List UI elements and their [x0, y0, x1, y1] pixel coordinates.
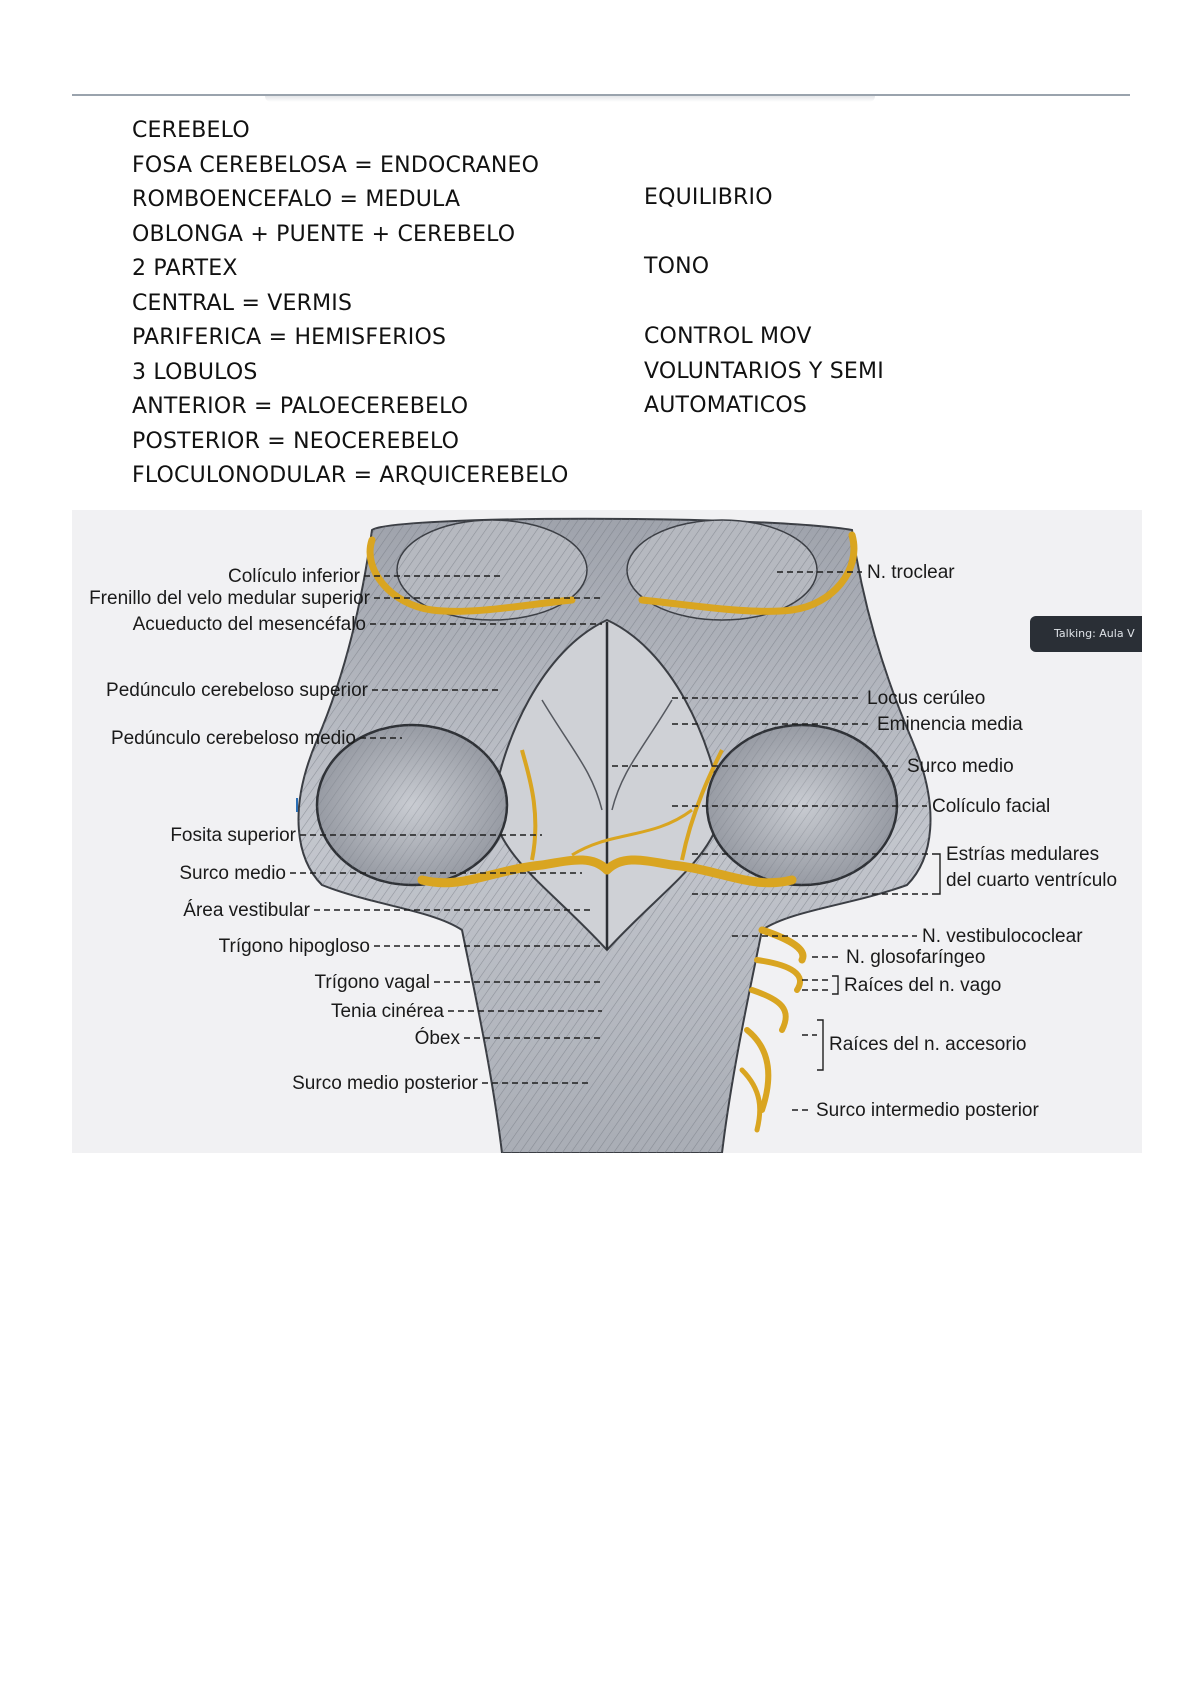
label-surco-medio-right: Surco medio: [907, 756, 1014, 777]
anatomy-figure: [72, 510, 1142, 1153]
note-line: 2 PARTEX: [132, 256, 238, 281]
note-line: 3 LOBULOS: [132, 359, 258, 385]
note-control-line: CONTROL MOV: [644, 324, 812, 349]
label-acueducto: Acueducto del mesencéfalo: [132, 614, 366, 635]
label-estrias-medulares: Estrías medulares: [946, 844, 1100, 865]
label-pedunculo-medio: Pedúnculo cerebeloso medio: [110, 728, 356, 749]
label-obex: Óbex: [414, 1028, 460, 1049]
note-line: ROMBOENCEFALO = MEDULA: [132, 187, 461, 212]
note-tono: TONO: [644, 254, 710, 279]
note-line: ANTERIOR = PALOECEREBELO: [132, 394, 469, 419]
label-pedunculo-superior: Pedúnculo cerebeloso superior: [106, 680, 368, 701]
label-frenillo: Frenillo del velo medular superior: [89, 588, 370, 609]
note-line: CENTRAL = VERMIS: [132, 290, 353, 316]
label-raices-vago: Raíces del n. vago: [844, 975, 1002, 996]
label-tenia-cinerea: Tenia cinérea: [330, 1001, 444, 1022]
label-n-troclear: N. troclear: [867, 562, 955, 583]
label-trigono-hipogloso: Trígono hipogloso: [218, 936, 370, 957]
label-eminencia-media: Eminencia media: [877, 714, 1023, 735]
label-trigono-vagal: Trígono vagal: [314, 972, 430, 993]
talking-indicator[interactable]: Talking: Aula V: [1030, 616, 1142, 652]
label-surco-medio-posterior: Surco medio posterior: [292, 1073, 478, 1094]
text-cursor: [296, 798, 298, 812]
label-coliculo-inferior: Colículo inferior: [228, 566, 360, 587]
label-n-vestibulococlear: N. vestibulococlear: [922, 926, 1083, 947]
notes-right-equilibrio: [644, 181, 773, 216]
note-line: FOSA CEREBELOSA = ENDOCRANEO: [132, 152, 540, 178]
note-control-line: VOLUNTARIOS Y SEMI: [644, 358, 884, 384]
notes-left-column: [132, 114, 569, 494]
note-line: POSTERIOR = NEOCEREBELO: [132, 428, 460, 454]
label-surco-medio-left: Surco medio: [179, 863, 286, 884]
note-control-line: AUTOMATICOS: [644, 393, 807, 418]
label-fosita-superior: Fosita superior: [170, 825, 296, 846]
label-n-glosofaringeo: N. glosofaríngeo: [846, 947, 986, 968]
label-coliculo-facial: Colículo facial: [932, 796, 1051, 817]
note-equilibrio: EQUILIBRIO: [644, 185, 773, 210]
label-area-vestibular: Área vestibular: [183, 900, 310, 921]
note-line: CEREBELO: [132, 118, 250, 143]
note-line: FLOCULONODULAR = ARQUICEREBELO: [132, 463, 569, 488]
brainstem-illustration: [72, 510, 1142, 1153]
note-line: OBLONGA + PUENTE + CEREBELO: [132, 221, 516, 247]
label-raices-accesorio: Raíces del n. accesorio: [829, 1034, 1027, 1055]
label-cuarto-ventriculo: del cuarto ventrículo: [946, 870, 1118, 891]
notes-right-control: [644, 320, 884, 424]
label-locus-ceruleo: Locus cerúleo: [867, 688, 986, 709]
notes-right-tono: [644, 250, 709, 285]
label-surco-intermedio-posterior: Surco intermedio posterior: [816, 1100, 1039, 1121]
header-rule-shadow: [265, 96, 875, 102]
note-line: PARIFERICA = HEMISFERIOS: [132, 325, 447, 350]
